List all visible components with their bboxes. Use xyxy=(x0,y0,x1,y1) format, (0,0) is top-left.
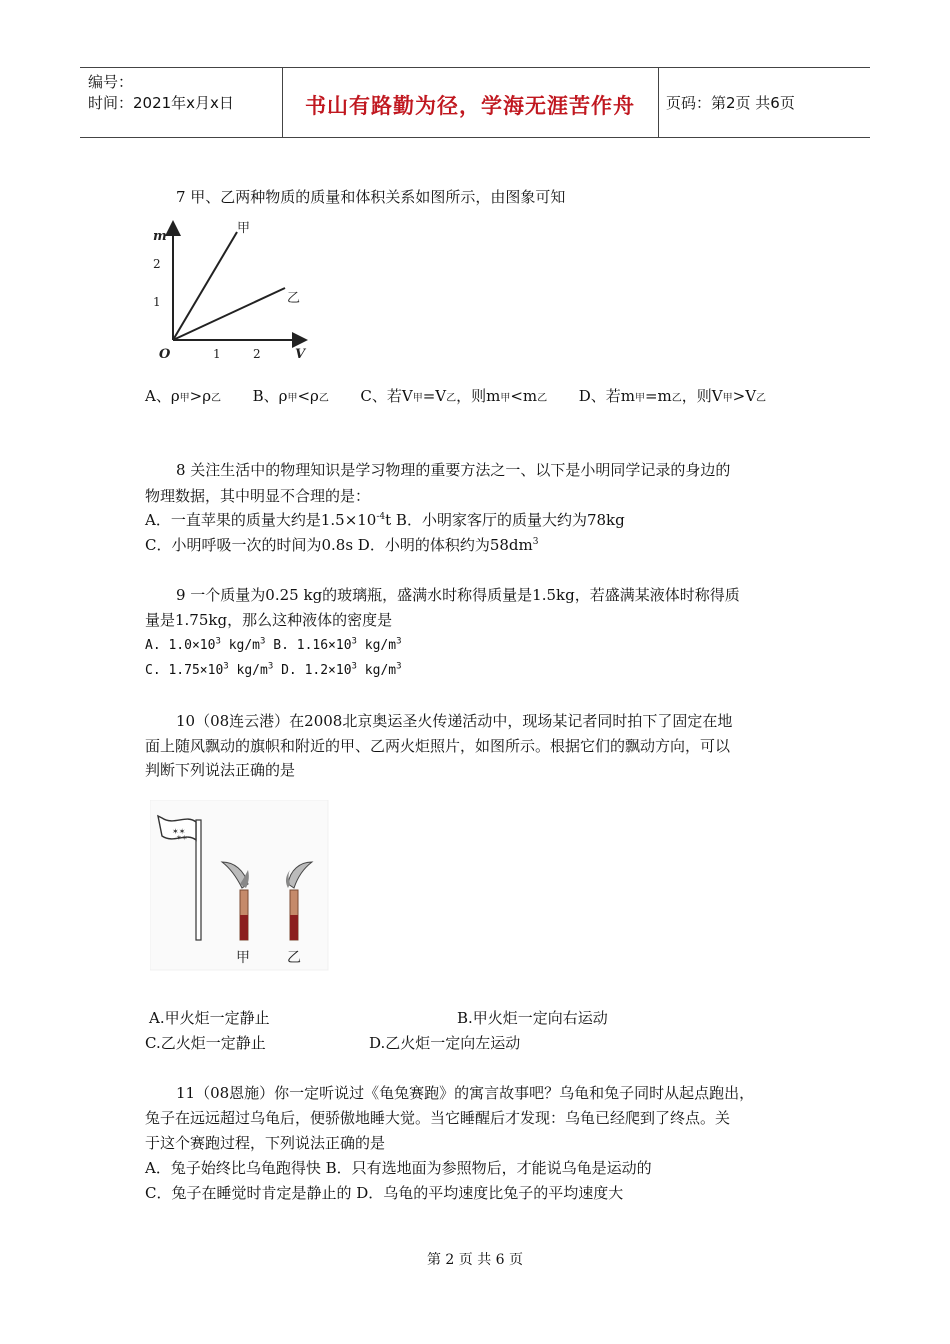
flag-stars-icon: ✶✶ xyxy=(172,827,186,836)
q8-options-cd: C．小明呼吸一次的时间为0.8s D．小明的体积约为$58dm^3$ xyxy=(145,536,539,554)
q10-line1: 10（08连云港）在2008北京奥运圣火传递活动中，现场某记者同时拍下了固定在地 xyxy=(176,712,733,730)
q9-options-cd: C. $1.75\times 10^3$ $kg/m^3$ D. $1.2\times 10^3$ $kg/m^3$ xyxy=(145,661,402,678)
q8-line2: 物理数据，其中明显不合理的是： xyxy=(145,487,371,505)
q8-options-ab: A．一直苹果的质量大约是$1.5\times 10^{-4}t$ B．小明家客厅的质量大约为78kg xyxy=(145,511,625,529)
q7-option-c: C、若V甲=V乙，则m甲<m乙 xyxy=(360,387,548,405)
q7-stem: 7 甲、乙两种物质的质量和体积关系如图所示，由图象可知 xyxy=(176,188,566,206)
q10-option-b: B.甲火炬一定向右运动 xyxy=(457,1009,608,1027)
flag-pole xyxy=(196,820,201,940)
line-jia xyxy=(173,232,237,340)
q7-option-a: A、ρ甲>ρ乙 xyxy=(145,387,222,405)
x-axis-label: V xyxy=(295,347,306,362)
q11-line3: 于这个赛跑过程，下列说法正确的是 xyxy=(145,1134,386,1152)
header-table xyxy=(80,67,870,138)
line-yi xyxy=(173,288,285,340)
q10-line3: 判断下列说法正确的是 xyxy=(145,761,296,779)
page-footer: 第 2 页 共 6 页 xyxy=(426,1252,524,1268)
torch-yi-label: 乙 xyxy=(287,950,301,966)
q11-line2: 兔子在远远超过乌龟后，便骄傲地睡大觉。当它睡醒后才发现：乌龟已经爬到了终点。关 xyxy=(145,1109,731,1127)
mass-volume-graph xyxy=(145,218,315,366)
x-tick-2: 2 xyxy=(253,347,261,361)
header-meta xyxy=(88,72,234,114)
number-label: 编号： xyxy=(88,73,134,91)
q9-line2: 量是1.75kg，那么这种液体的密度是 xyxy=(145,611,393,629)
q7-options xyxy=(145,386,766,406)
time-label: 时间：2021年x月x日 xyxy=(88,94,234,112)
q11-options-ab: A．兔子始终比乌龟跑得快 B．只有选地面为参照物后，才能说乌龟是运动的 xyxy=(145,1159,652,1177)
q9-options-ab: A. $1.0\times 10^3$ $kg/m^3$ B. $1.16\times 10^3$ $kg/m^3$ xyxy=(145,636,402,653)
q7-option-b: B、ρ甲<ρ乙 xyxy=(252,387,329,405)
q11-line1: 11（08恩施）你一定听说过《龟兔赛跑》的寓言故事吧？乌龟和兔子同时从起点跑出， xyxy=(176,1084,755,1102)
y-axis-label: m xyxy=(153,229,167,244)
flag-stars-icon: ✶✶ xyxy=(176,834,188,842)
torch-jia-label: 甲 xyxy=(236,950,250,966)
x-tick-1: 1 xyxy=(213,347,221,361)
y-tick-1: 1 xyxy=(153,295,161,309)
line-yi-label: 乙 xyxy=(287,291,301,306)
q9-line1: 9 一个质量为0.25 kg的玻璃瓶，盛满水时称得质量是1.5kg，若盛满某液体时称得质 xyxy=(176,586,740,604)
q7-option-d: D、若m甲=m乙，则V甲>V乙 xyxy=(578,387,767,405)
origin-label: O xyxy=(159,347,171,362)
line-jia-label: 甲 xyxy=(237,221,251,236)
q10-option-d: D.乙火炬一定向左运动 xyxy=(369,1034,521,1052)
q10-option-c: C.乙火炬一定静止 xyxy=(145,1034,266,1052)
flag-torch-figure xyxy=(150,800,330,972)
q10-option-a: A.甲火炬一定静止 xyxy=(149,1009,270,1027)
header-divider xyxy=(658,68,659,137)
header-motto: 书山有路勤为径，学海无涯苦作舟 xyxy=(305,94,635,118)
q10-line2: 面上随风飘动的旗帜和附近的甲、乙两火炬照片，如图所示。根据它们的飘动方向，可以 xyxy=(145,737,731,755)
q11-options-cd: C．兔子在睡觉时肯定是静止的 D．乌龟的平均速度比兔子的平均速度大 xyxy=(145,1184,624,1202)
q8-line1: 8 关注生活中的物理知识是学习物理的重要方法之一、以下是小明同学记录的身边的 xyxy=(176,461,731,479)
y-tick-2: 2 xyxy=(153,257,161,271)
page-label: 页码：第2页 共6页 xyxy=(666,94,795,112)
